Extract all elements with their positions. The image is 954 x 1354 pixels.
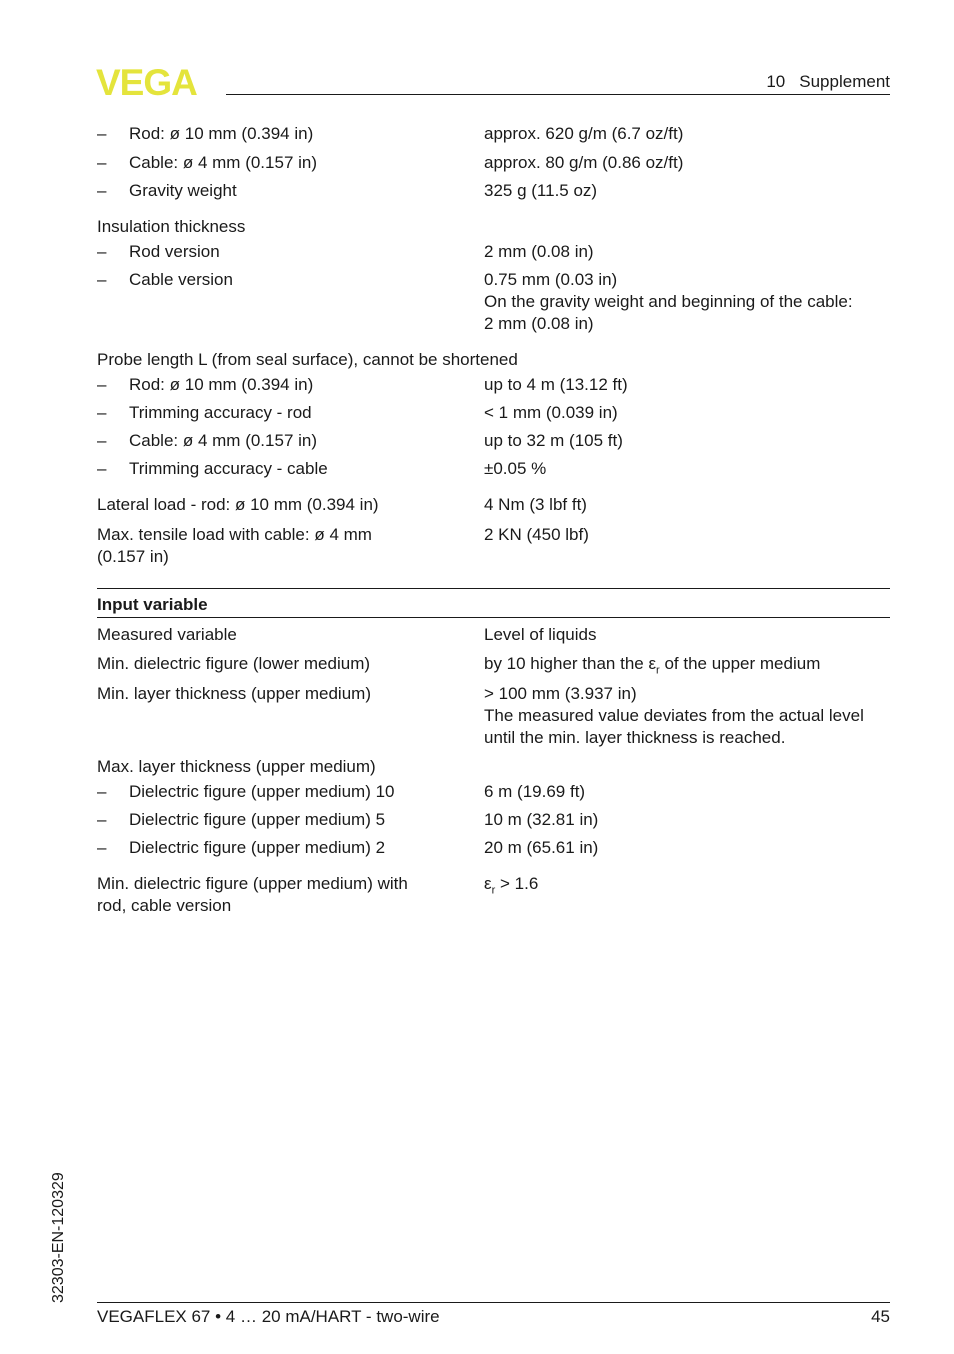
spec-value: [484, 653, 904, 681]
spec-label: [97, 524, 457, 568]
spec-value: [484, 683, 904, 749]
spec-value: < 1 mm (0.039 in): [484, 403, 618, 422]
spec-label: Rod: ø 10 mm (0.394 in): [129, 375, 314, 394]
spec-value: approx. 80 g/m (0.86 oz/ft): [484, 153, 684, 172]
value-text: by 10 higher than the ε: [484, 654, 657, 673]
spec-value: 4 Nm (3 lbf ft): [484, 495, 587, 514]
spec-heading-text: Insulation thickness: [97, 217, 246, 236]
logo-text: VEGA: [96, 66, 197, 98]
spec-value: 20 m (65.61 in): [484, 838, 599, 857]
label-line: Max. tensile load with cable: ø 4 mm: [97, 525, 372, 544]
list-dash: –: [97, 459, 107, 478]
value-line: The measured value deviates from the actual level: [484, 706, 864, 725]
spec-label: Measured variable: [97, 625, 237, 644]
header-rule: [226, 94, 890, 95]
footer-rule: [97, 1302, 890, 1303]
spec-value: up to 32 m (105 ft): [484, 431, 623, 450]
value-text: ε: [484, 874, 492, 893]
spec-value: 10 m (32.81 in): [484, 810, 599, 829]
spec-label: Min. dielectric figure (lower medium): [97, 654, 371, 673]
spec-label: Cable: ø 4 mm (0.157 in): [129, 153, 318, 172]
spec-value: ±0.05 %: [484, 459, 547, 478]
spec-label: Dielectric figure (upper medium) 10: [129, 782, 395, 801]
spec-value: 325 g (11.5 oz): [484, 181, 598, 200]
label-line: rod, cable version: [97, 896, 232, 915]
spec-label: Dielectric figure (upper medium) 5: [129, 810, 386, 829]
footer-title: VEGAFLEX 67 • 4 … 20 mA/HART - two-wire: [97, 1307, 440, 1326]
spec-value: [484, 269, 904, 335]
section-rule-top: [97, 588, 890, 589]
spec-label: Trimming accuracy - cable: [129, 459, 328, 478]
list-dash: –: [97, 181, 107, 200]
value-line: On the gravity weight and beginning of the cable:: [484, 292, 853, 311]
value-line: 2 mm (0.08 in): [484, 242, 594, 261]
spec-label: Gravity weight: [129, 181, 237, 200]
spec-value: Level of liquids: [484, 625, 597, 644]
list-dash: –: [97, 403, 107, 422]
value-text: > 1.6: [495, 874, 539, 893]
spec-label: Rod version: [129, 242, 220, 261]
value-line: until the min. layer thickness is reached.: [484, 728, 786, 747]
label-line: Lateral load - rod: ø 10 mm (0.394 in): [97, 495, 379, 514]
spec-label: Cable: ø 4 mm (0.157 in): [129, 431, 318, 450]
spec-label: [97, 494, 457, 516]
spec-label: [97, 873, 457, 917]
label-line: Min. dielectric figure (upper medium) with: [97, 874, 408, 893]
spec-value: up to 4 m (13.12 ft): [484, 375, 628, 394]
header-section: [766, 72, 890, 92]
list-dash: –: [97, 838, 107, 857]
section-rule-bottom: [97, 617, 890, 618]
spec-label: Cable version: [129, 270, 233, 289]
page-number: 45: [871, 1307, 890, 1326]
section-title: Supplement: [799, 72, 890, 91]
spec-heading-text: Max. layer thickness (upper medium): [97, 757, 376, 776]
spec-heading-text: Probe length L (from seal surface), cannot be shortened: [97, 350, 518, 369]
value-subscript: r: [491, 884, 496, 897]
list-dash: –: [97, 270, 107, 289]
spec-value: approx. 620 g/m (6.7 oz/ft): [484, 124, 684, 143]
value-subscript: r: [656, 664, 660, 677]
list-dash: –: [97, 153, 107, 172]
spec-value: 2 KN (450 lbf): [484, 525, 589, 544]
label-line: (0.157 in): [97, 547, 169, 566]
spec-label: Dielectric figure (upper medium) 2: [129, 838, 386, 857]
section-title-input-variable: Input variable: [97, 595, 208, 614]
list-dash: –: [97, 782, 107, 801]
list-dash: –: [97, 810, 107, 829]
spec-label: Trimming accuracy - rod: [129, 403, 312, 422]
spec-value: 6 m (19.69 ft): [484, 782, 586, 801]
list-dash: –: [97, 431, 107, 450]
value-line: 0.75 mm (0.03 in): [484, 270, 618, 289]
document-code: 32303-EN-120329: [50, 1172, 67, 1303]
spec-value: [484, 241, 904, 263]
spec-label: Rod: ø 10 mm (0.394 in): [129, 124, 314, 143]
list-dash: –: [97, 375, 107, 394]
value-line: > 100 mm (3.937 in): [484, 684, 637, 703]
list-dash: –: [97, 124, 107, 143]
vega-logo: [96, 66, 220, 98]
list-dash: –: [97, 242, 107, 261]
section-number: 10: [766, 72, 786, 91]
value-text: of the upper medium: [659, 654, 821, 673]
spec-label: Min. layer thickness (upper medium): [97, 684, 371, 703]
value-line: 2 mm (0.08 in): [484, 314, 594, 333]
spec-value: [484, 873, 904, 901]
